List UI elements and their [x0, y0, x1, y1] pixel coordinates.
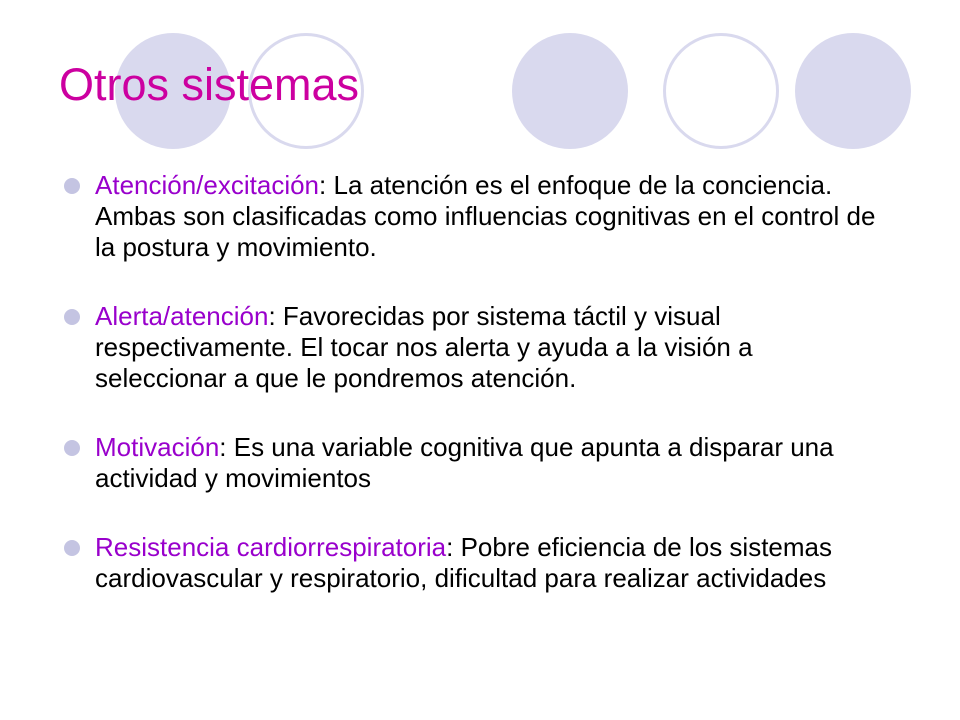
bullet-separator: : — [319, 170, 334, 200]
bullet-item — [64, 532, 884, 594]
bullet-term: Motivación — [95, 432, 220, 462]
decorative-circle-filled — [512, 33, 628, 149]
bullet-dot-icon — [64, 440, 80, 456]
slide-title: Otros sistemas — [59, 59, 360, 110]
bullet-text: Pobre eficiencia de los sistemas cardiovascular y respiratorio, dificultad para realizar actividades — [95, 532, 832, 593]
bullet-term: Alerta/atención — [95, 301, 269, 331]
decorative-circle-filled — [795, 33, 911, 149]
bullet-item — [64, 170, 884, 263]
bullet-separator: : — [219, 432, 234, 462]
bullet-text: Favorecidas por sistema táctil y visual respectivamente. El tocar nos alerta y ayuda a la visión a seleccionar a que le pondremos atención. — [95, 301, 753, 393]
bullet-text: La atención es el enfoque de la conciencia. Ambas son clasificadas como influencias cognitivas en el control de la postura y movimiento. — [95, 170, 876, 262]
bullet-term: Resistencia cardiorrespiratoria — [95, 532, 447, 562]
bullet-separator: : — [268, 301, 283, 331]
bullet-separator: : — [446, 532, 461, 562]
bullet-term: Atención/excitación — [95, 170, 320, 200]
bullet-dot-icon — [64, 178, 80, 194]
bullet-text: Es una variable cognitiva que apunta a disparar una actividad y movimientos — [95, 432, 834, 493]
bullet-dot-icon — [64, 540, 80, 556]
bullet-list — [64, 170, 884, 632]
bullet-item — [64, 432, 884, 494]
bullet-dot-icon — [64, 309, 80, 325]
decorative-circle-outline — [663, 33, 779, 149]
bullet-item — [64, 301, 884, 394]
